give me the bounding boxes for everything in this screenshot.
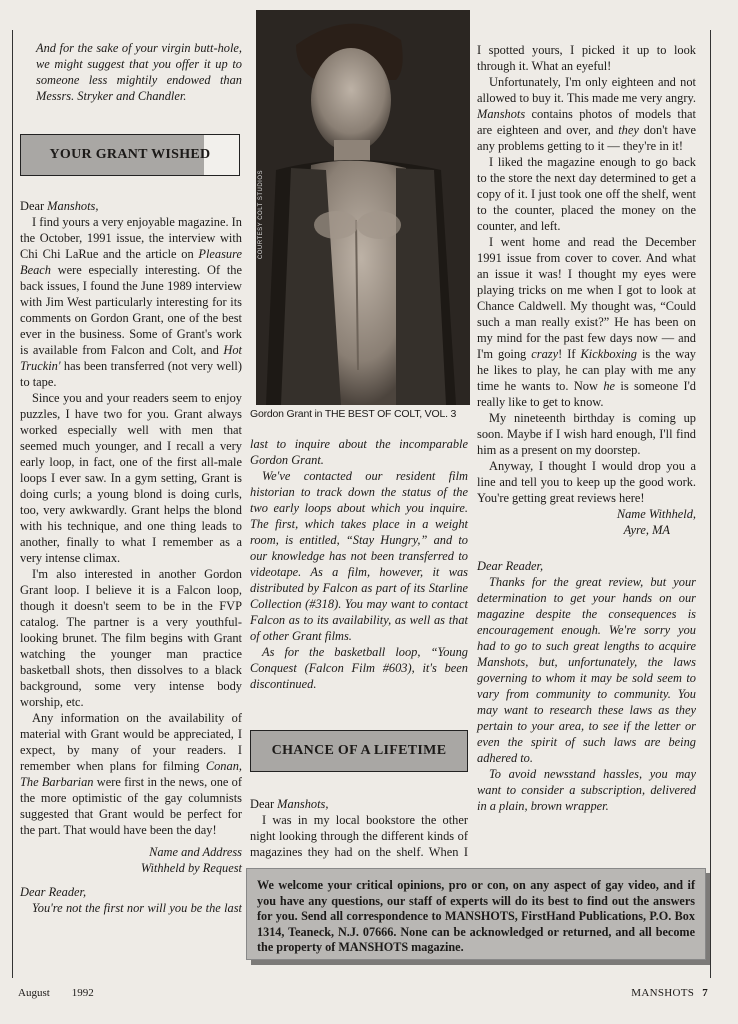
letter2-paragraph-6: Anyway, I thought I would drop you a line and tell you to keep up the good work. You're getting great reviews here! bbox=[477, 459, 696, 505]
column-rule-left bbox=[12, 30, 13, 978]
gordon-grant-photo bbox=[256, 10, 470, 405]
footer-folio bbox=[631, 987, 708, 999]
letter2-heading-box bbox=[250, 730, 468, 772]
letter1-reply-2: We've contacted our resident film historian to track down the status of the two early loops about which you inquire. The first, which takes place in a weight room, is entitled, “Stay Hungry,” and to our knowledge has not been transferred to videotape. As a film, however, it was distributed by Falcon as part of its Starline Collection (#318). You may want to contact Falcon as to its availability, as well as that of other Grant films. bbox=[250, 469, 468, 643]
intro-reply: And for the sake of your virgin butt-hole, we might suggest that you offer it up to someone less mightily endowed than Messrs. Stryker and Chandler. bbox=[36, 41, 242, 103]
letter1-signature-line2: Withheld by Request bbox=[140, 861, 242, 875]
letter1-reply-3: As for the basketball loop, “Young Conquest (Falcon Film #603), it's been discontinued. bbox=[250, 645, 468, 691]
letter1-paragraph-1: I find yours a very enjoyable magazine. In the October, 1991 issue, the interview with Chi Chi LaRue and the article on Pleasure Beach were especially interesting. Of the back issues, I found the June 1989 interview with Jim West particularly interesting for its comments on Gordon Grant, one of the best ever in the business. Some of Grant's work is available from Falcon and Colt, and Hot Truckin' has been transferred (not very well) to tape. bbox=[20, 215, 242, 389]
letter1-reply-1-continued: last to inquire about the incomparable Gordon Grant. bbox=[250, 437, 468, 467]
footer-date bbox=[18, 987, 116, 999]
letter2-paragraph-2: Unfortunately, I'm only eighteen and not allowed to buy it. This made me very angry. Manshots contains photos of models that are eighteen and over, and they don't have any problems getting to it — they're in it! bbox=[477, 75, 696, 153]
letter1-paragraph-3: I'm also interested in another Gordon Grant loop. I believe it is a Falcon loop, though it doesn't seem to be in the FVP catalog. The partner is a very youthful-looking brunet. The film begins with Grant watching the younger man practice basketball shots, then dissolves to a black background, some very intense body worship, etc. bbox=[20, 567, 242, 709]
letter1-heading-box bbox=[20, 134, 240, 176]
letter2-reply-salutation: Dear Reader, bbox=[477, 559, 544, 573]
letter1-reply-1: You're not the first nor will you be the last bbox=[32, 901, 242, 915]
column-rule-right bbox=[710, 30, 711, 978]
photo-credit: COURTESY COLT STUDIOS bbox=[258, 170, 264, 260]
letter2-paragraph-4: I went home and read the December 1991 issue from cover to cover. And what an issue it was! I thought my eyes were playing tricks on me when I got to look at Chance Caldwell. My thought was, “Could such a man really exist?” He has been on my mind for the past few days now — and I'm going crazy! If Kickboxing is the way he likes to play, he can play with me any time he wants to. Now he is someone I'd really like to get to know. bbox=[477, 235, 697, 409]
footer-magazine-name: MANSHOTS bbox=[631, 987, 695, 999]
letter1-paragraph-2: Since you and your readers seem to enjoy puzzles, I have two for you. Grant always worked especially well with men that seemed much younger, and I recall a very early loop, in fact, one of the first all-male loops I ever saw. In a gym setting, Grant is doing curls; a young blond is doing curls, too, very awkwardly. Grant helps the blond with his technique, and one thing leads to another, finally to what I remember as a very intense climax. bbox=[20, 391, 242, 565]
letter1-heading: YOUR GRANT WISHED bbox=[49, 147, 211, 162]
page-number: 7 bbox=[702, 987, 708, 999]
letter2-reply-2: To avoid newsstand hassles, you may want to consider a subscription, delivered in a plain, brown wrapper. bbox=[477, 767, 696, 813]
footer-month: August bbox=[18, 987, 50, 999]
column-2 bbox=[250, 436, 468, 860]
letter1-paragraph-4: Any information on the availability of material with Grant would be appreciated, I expect, by many of your readers. I remember when plans for filming Conan, The Barbarian were first in the news, one of the more optimistic of the gay columnists suggested that Grant would be perfect for the part. That would have been the day! bbox=[20, 711, 242, 837]
letter2-paragraph-1-continued: I spotted yours, I picked it up to look through it. What an eyeful! bbox=[477, 43, 696, 73]
column-1 bbox=[20, 40, 242, 916]
photo-caption: Gordon Grant in THE BEST OF COLT, VOL. 3 bbox=[250, 408, 457, 420]
letter2-paragraph-3: I liked the magazine enough to go back to the store the next day determined to get a copy of it. I just took one off the shelf, went to the counter, placed the money on the counter, and left. bbox=[477, 155, 696, 233]
editorial-notice-text: We welcome your critical opinions, pro or con, on any aspect of gay video, and if you have any questions, our staff of experts will do its best to find out the answers for you. Send all correspondence to MANSHOTS, FirstHand Publications, P.O. Box 1314, Teaneck, N.J. 07666. None can be acknowledged or returned, and all become the property of MANSHOTS magazine. bbox=[257, 878, 695, 954]
letter1-signature-line1: Name and Address bbox=[149, 845, 242, 859]
letter2-heading: CHANCE OF A LIFETIME bbox=[271, 743, 447, 758]
footer-year: 1992 bbox=[71, 987, 94, 999]
letter2-reply-1: Thanks for the great review, but your determination to get your hands on our magazine despite the consequences is encouragement enough. We're sorry you had to go to such great lengths to acquire Manshots, but, unfortunately, the laws governing to whom it may be sold seem to vary from community to community. You may want to research these laws as they pertain to your area, to see if the letter or even the spirit of such laws are being adhered to. bbox=[477, 575, 696, 765]
letter2-paragraph-5: My nineteenth birthday is coming up soon. Maybe if I wish hard enough, I'll find him as a present on my doorstep. bbox=[477, 411, 696, 457]
letter2-paragraph-1: I was in my local bookstore the other night looking through the different kinds of magazines they had on the shelf. When I bbox=[250, 813, 468, 859]
column-3 bbox=[477, 42, 696, 814]
letter1-reply-salutation: Dear Reader, bbox=[20, 885, 87, 899]
portrait-illustration bbox=[256, 10, 470, 405]
letter2-signature-line2: Ayre, MA bbox=[623, 523, 670, 537]
letter1-salutation: Dear Manshots, bbox=[20, 199, 99, 213]
letter2-signature-line1: Name Withheld, bbox=[616, 507, 696, 521]
editorial-notice-box bbox=[246, 868, 706, 960]
letter2-salutation: Dear Manshots, bbox=[250, 797, 329, 811]
